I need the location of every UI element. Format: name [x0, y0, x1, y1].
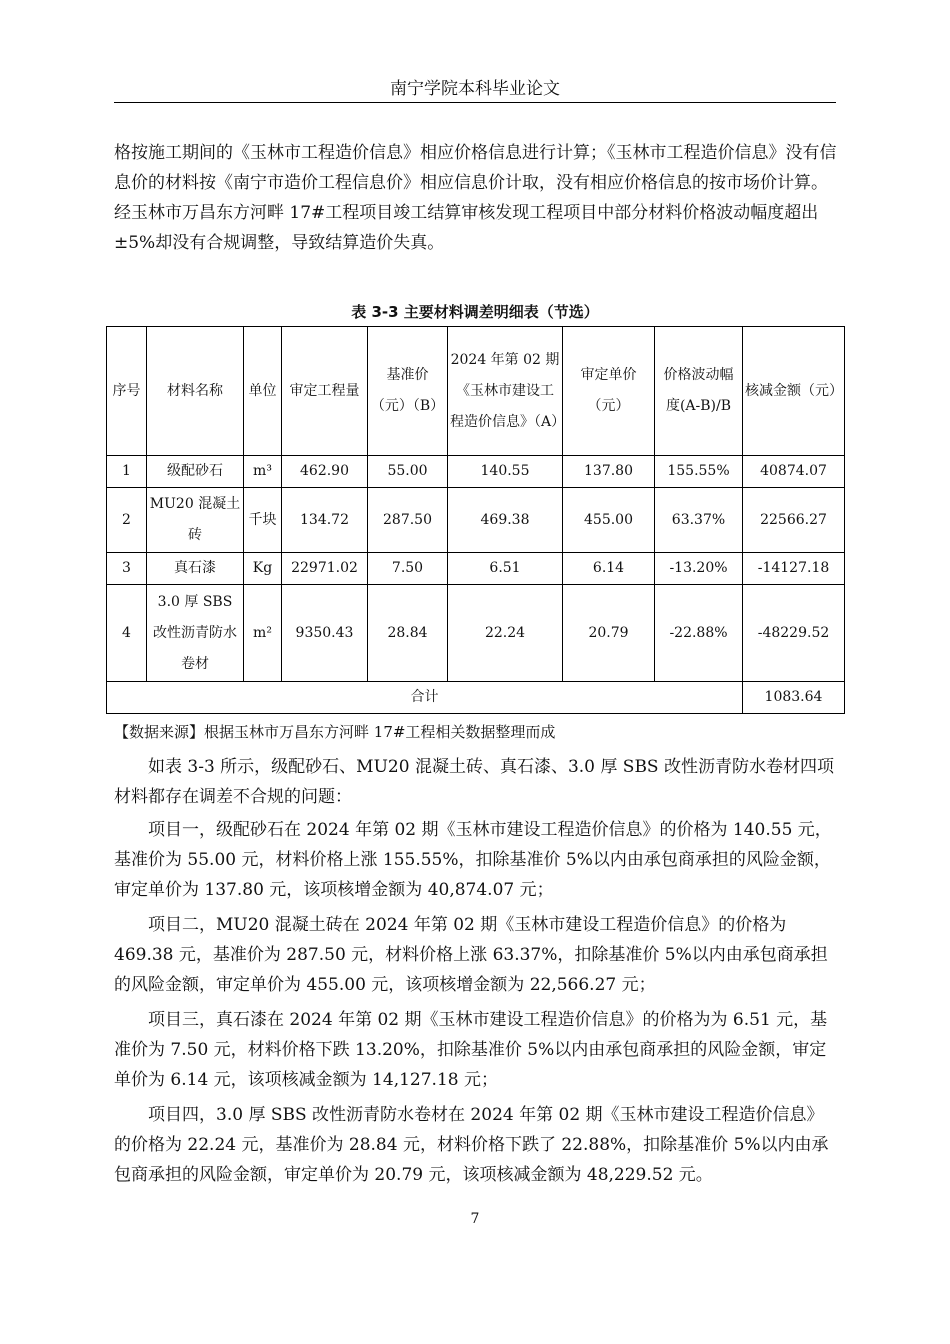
table-cell: 155.55% [655, 456, 743, 488]
table-cell: m³ [244, 456, 282, 488]
header-cell: 审定工程量 [282, 327, 368, 456]
header-cell: 序号 [107, 327, 147, 456]
table-cell: 4 [107, 585, 147, 682]
total-value: 1083.64 [743, 682, 845, 714]
header-cell: 单位 [244, 327, 282, 456]
table-cell: 1 [107, 456, 147, 488]
table-cell: -13.20% [655, 553, 743, 585]
table-cell: 28.84 [368, 585, 448, 682]
header-cell: 审定单价（元） [563, 327, 655, 456]
table-cell: 137.80 [563, 456, 655, 488]
running-header: 南宁学院本科毕业论文 [390, 79, 560, 99]
table-cell: 40874.07 [743, 456, 845, 488]
body-paragraph-1: 格按施工期间的《玉林市工程造价信息》相应价格信息进行计算；《玉林市工程造价信息》没有信息价的材料按《南宁市造价工程信息价》相应信息价计取，没有相应价格信息的按市场价计算。经玉林市万昌东方河畔 17#工程项目竣工结算审核发现工程项目中部分材料价格波动幅度超出±5%却没有合规调整，导致结算造价失真。 [114, 143, 837, 253]
body-paragraph-2: 如表 3-3 所示，级配砂石、MU20 混凝土砖、真石漆、3.0 厚 SBS 改性沥青防水卷材四项材料都存在调差不合规的问题： [114, 757, 834, 807]
table-cell: 22.24 [448, 585, 563, 682]
table-cell: 134.72 [282, 488, 368, 553]
table-header-row [107, 327, 845, 456]
table-cell: 千块 [244, 488, 282, 553]
table-cell: 462.90 [282, 456, 368, 488]
table-cell: 140.55 [448, 456, 563, 488]
body-paragraph-5: 项目三，真石漆在 2024 年第 02 期《玉林市建设工程造价信息》的价格为为 6.51 元，基准价为 7.50 元，材料价格下跌 13.20%，扣除基准价 5%以内由承包商承担的风险金额，审定单价为 6.14 元，该项核减金额为 14,127.18 元； [114, 1010, 828, 1090]
header-cell: 核减金额（元） [743, 327, 845, 456]
table-cell: -48229.52 [743, 585, 845, 682]
table-total-row [107, 682, 845, 714]
table-cell: 22566.27 [743, 488, 845, 553]
table-cell: 9350.43 [282, 585, 368, 682]
table-row [107, 456, 845, 488]
table-caption: 表 3-3 主要材料调差明细表（节选） [351, 303, 599, 321]
table-cell: 455.00 [563, 488, 655, 553]
table-cell: 6.51 [448, 553, 563, 585]
header-cell: 价格波动幅度(A-B)/B [655, 327, 743, 456]
table-cell: 6.14 [563, 553, 655, 585]
table-cell: 469.38 [448, 488, 563, 553]
material-adjustment-table [106, 326, 845, 714]
table-row [107, 585, 845, 682]
total-label: 合计 [107, 682, 743, 714]
table-cell: 级配砂石 [147, 456, 244, 488]
table-cell: 2 [107, 488, 147, 553]
table-cell: 20.79 [563, 585, 655, 682]
table-cell: 3 [107, 553, 147, 585]
table-cell: MU20 混凝土砖 [147, 488, 244, 553]
page-number: 7 [470, 1211, 480, 1227]
table-cell: m² [244, 585, 282, 682]
table-cell: 真石漆 [147, 553, 244, 585]
body-paragraph-4: 项目二，MU20 混凝土砖在 2024 年第 02 期《玉林市建设工程造价信息》的价格为 469.38 元，基准价为 287.50 元，材料价格上涨 63.37%，扣除基准价 5%以内由承包商承担的风险金额，审定单价为 455.00 元，该项核增金额为 22,566.27 元； [114, 915, 828, 995]
table-cell: 63.37% [655, 488, 743, 553]
header-cell: 2024 年第 02 期《玉林市建设工程造价信息》（A） [448, 327, 563, 456]
table-cell: 3.0 厚 SBS 改性沥青防水卷材 [147, 585, 244, 682]
body-paragraph-3: 项目一，级配砂石在 2024 年第 02 期《玉林市建设工程造价信息》的价格为 140.55 元，基准价为 55.00 元，材料价格上涨 155.55%，扣除基准价 5%以内由承包商承担的风险金额，审定单价为 137.80 元，该项核增金额为 40,874.07 元； [114, 820, 832, 900]
body-paragraph-6: 项目四，3.0 厚 SBS 改性沥青防水卷材在 2024 年第 02 期《玉林市建设工程造价信息》的价格为 22.24 元，基准价为 28.84 元，材料价格下跌了 22.88%，扣除基准价 5%以内由承包商承担的风险金额，审定单价为 20.79 元，该项核减金额为 48,229.52 元。 [114, 1105, 829, 1185]
table-row [107, 553, 845, 585]
table-cell: 287.50 [368, 488, 448, 553]
table-cell: 7.50 [368, 553, 448, 585]
table-cell: -22.88% [655, 585, 743, 682]
table-row [107, 488, 845, 553]
table-cell: 55.00 [368, 456, 448, 488]
table-cell: 22971.02 [282, 553, 368, 585]
table-cell: -14127.18 [743, 553, 845, 585]
header-rule [114, 102, 836, 103]
header-cell: 材料名称 [147, 327, 244, 456]
header-cell: 基准价（元）（B） [368, 327, 448, 456]
table-cell: Kg [244, 553, 282, 585]
data-source-note: 【数据来源】根据玉林市万昌东方河畔 17#工程相关数据整理而成 [114, 723, 556, 741]
